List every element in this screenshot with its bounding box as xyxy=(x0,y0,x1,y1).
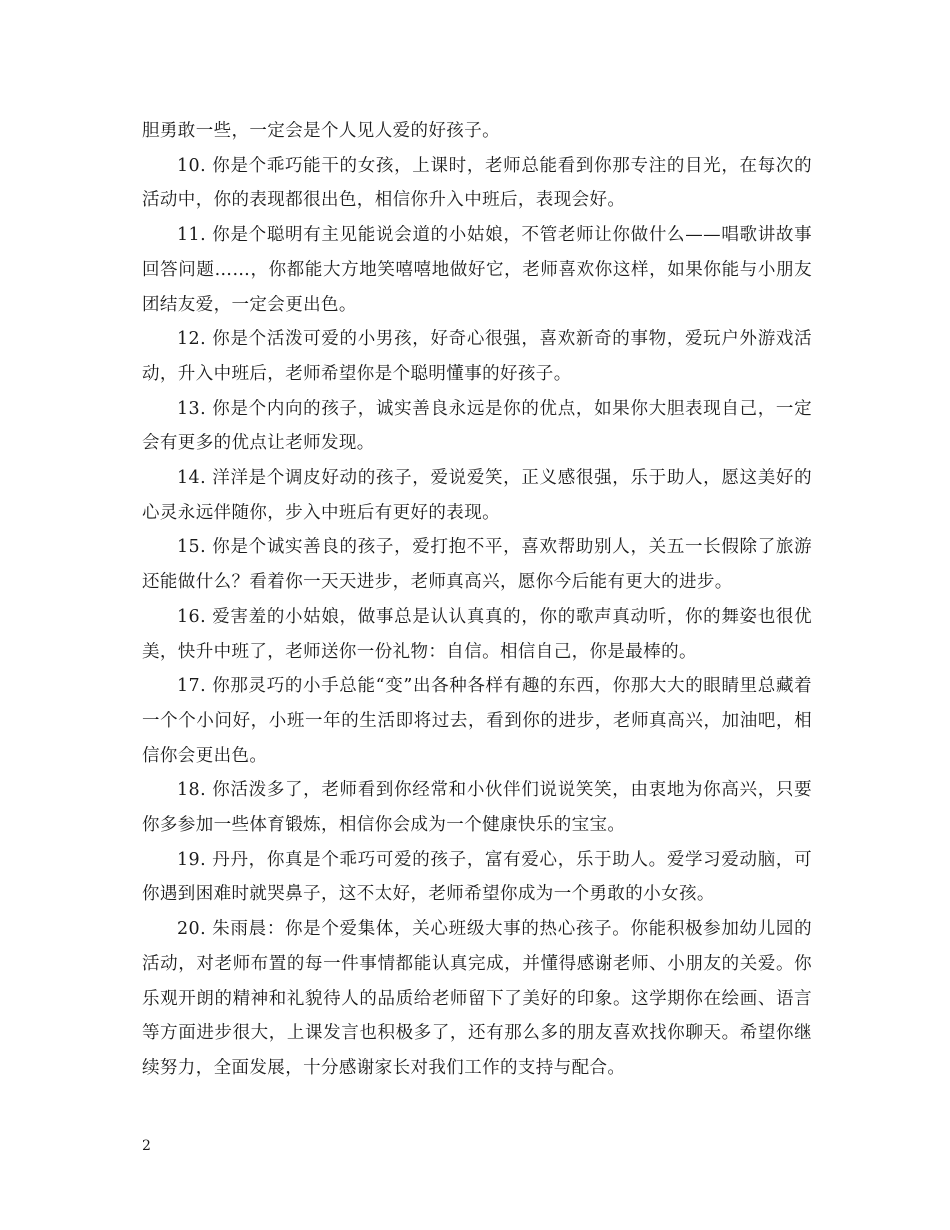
document-body xyxy=(142,114,812,1086)
paragraph-comment-14: 14. 洋洋是个调皮好动的孩子，爱说爱笑，正义感很强，乐于助人，愿这美好的心灵永远伴随你，步入中班后有更好的表现。 xyxy=(142,468,812,523)
paragraph-comment-20: 20. 朱雨晨：你是个爱集体，关心班级大事的热心孩子。你能积极参加幼儿园的活动，对老师布置的每一件事情都能认真完成，并懂得感谢老师、小朋友的关爱。你乐观开朗的精神和礼貌待人的品质给老师留下了美好的印象。这学期你在绘画、语言等方面进步很大，上课发言也积极多了，还有那么多的朋友喜欢找你聊天。希望你继续努力，全面发展，十分感谢家长对我们工作的支持与配合。 xyxy=(142,919,812,1078)
paragraph-comment-17: 17. 你那灵巧的小手总能“变”出各种各样有趣的东西，你那大大的眼睛里总藏着一个个小问好，小班一年的生活即将过去，看到你的进步，老师真高兴，加油吧，相信你会更出色。 xyxy=(142,676,812,766)
paragraph-comment-11: 11. 你是个聪明有主见能说会道的小姑娘，不管老师让你做什么——唱歌讲故事回答问题……，你都能大方地笑嘻嘻地做好它，老师喜欢你这样，如果你能与小朋友团结友爱，一定会更出色。 xyxy=(142,225,812,315)
paragraph-comment-10: 10. 你是个乖巧能干的女孩，上课时，老师总能看到你那专注的目光，在每次的活动中，你的表现都很出色，相信你升入中班后，表现会好。 xyxy=(142,155,812,211)
paragraph-comment-16: 16. 爱害羞的小姑娘，做事总是认认真真的，你的歌声真动听，你的舞姿也很优美，快升中班了，老师送你一份礼物：自信。相信自己，你是最棒的。 xyxy=(142,606,812,662)
page-number: 2 xyxy=(142,1138,151,1154)
paragraph-comment-12: 12. 你是个活泼可爱的小男孩，好奇心很强，喜欢新奇的事物，爱玩户外游戏活动，升入中班后，老师希望你是个聪明懂事的好孩子。 xyxy=(142,329,812,384)
paragraph-comment-13: 13. 你是个内向的孩子，诚实善良永远是你的优点，如果你大胆表现自己，一定会有更多的优点让老师发现。 xyxy=(142,398,812,454)
paragraph-comment-18: 18. 你活泼多了，老师看到你经常和小伙伴们说说笑笑，由衷地为你高兴，只要你多参加一些体育锻炼，相信你会成为一个健康快乐的宝宝。 xyxy=(142,780,812,836)
paragraph-continued: 胆勇敢一些，一定会是个人见人爱的好孩子。 xyxy=(142,121,500,141)
paragraph-comment-15: 15. 你是个诚实善良的孩子，爱打抱不平，喜欢帮助别人，关五一长假除了旅游 还能做什么？看着你一天天进步，老师真高兴，愿你今后能有更大的进步。 xyxy=(142,537,812,593)
paragraph-comment-19: 19. 丹丹，你真是个乖巧可爱的孩子，富有爱心，乐于助人。爱学习爱动脑，可你遇到困难时就哭鼻子，这不太好，老师希望你成为一个勇敢的小女孩。 xyxy=(142,849,812,905)
